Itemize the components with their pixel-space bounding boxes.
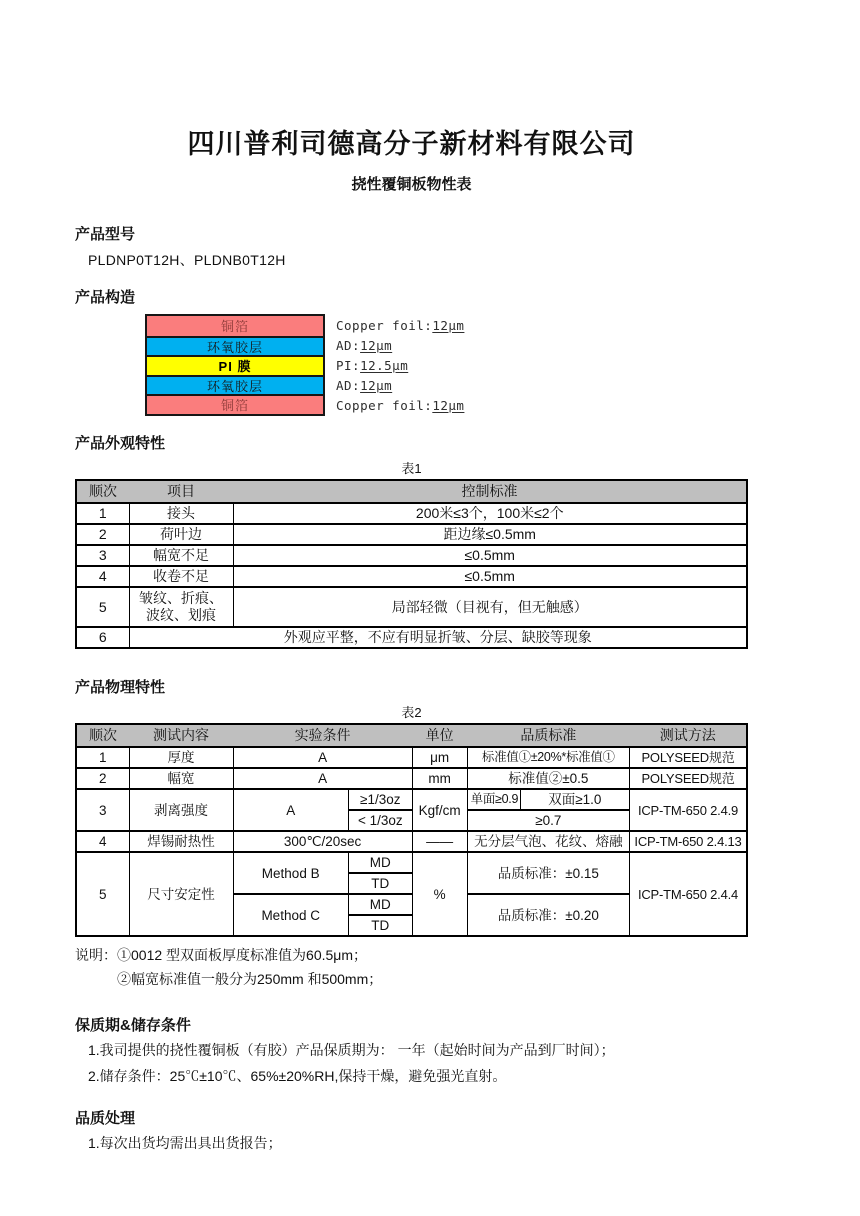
- cell-no: 6: [76, 627, 129, 648]
- cell-direction-md: MD: [348, 894, 412, 915]
- col-header-condition: 实验条件: [233, 724, 412, 747]
- table-row: [76, 852, 747, 873]
- cell-item: 收卷不足: [129, 566, 233, 587]
- col-header-method: 测试方法: [630, 724, 747, 747]
- section-appearance: [75, 434, 748, 649]
- col-header-standard: 控制标准: [233, 480, 747, 503]
- cell-method: POLYSEED规范: [630, 768, 747, 789]
- table-row: [76, 627, 747, 648]
- layer-stack: [145, 314, 325, 416]
- layer-copper-foil-top: 铜箔: [147, 316, 323, 336]
- cell-content: 尺寸安定性: [129, 852, 233, 936]
- cell-no: 4: [76, 566, 129, 587]
- layer-epoxy-adhesive-bottom: 环氧胶层: [147, 375, 323, 395]
- note-line-2: ②幅宽标准值一般分为250mm 和500mm；: [117, 971, 383, 987]
- cell-content: 剥离强度: [129, 789, 233, 831]
- heading-physical: 产品物理特性: [75, 679, 166, 696]
- cell-no: 3: [76, 789, 129, 831]
- note-adhesive-bottom: [336, 375, 464, 395]
- note-line-1: 说明：①0012 型双面板厚度标准值为60.5μm；: [75, 947, 368, 963]
- cell-standard-double: 双面≥1.0: [520, 789, 629, 810]
- table-header-row: [76, 724, 747, 747]
- note-label: Copper foil:: [336, 317, 433, 333]
- cell-direction-td: TD: [348, 915, 412, 936]
- table2-caption: 表2: [401, 705, 422, 720]
- cell-no: 1: [76, 747, 129, 768]
- cell-no: 5: [76, 587, 129, 627]
- cell-condition: A: [233, 789, 348, 831]
- note-value: 12.5μm: [360, 357, 409, 373]
- cell-standard: 标准值①±20%*标准值①: [467, 747, 629, 768]
- cell-method: ICP-TM-650 2.4.4: [630, 852, 747, 936]
- cell-standard: 距边缘≤0.5mm: [233, 524, 747, 545]
- cell-standard: 无分层气泡、花纹、熔融: [467, 831, 629, 852]
- cell-no: 3: [76, 545, 129, 566]
- heading-shelf-life: 保质期&储存条件: [75, 1017, 191, 1034]
- cell-unit: mm: [412, 768, 467, 789]
- cell-condition: A: [233, 747, 412, 768]
- shelf-item-1: 1.我司提供的挠性覆铜板（有胶）产品保质期为： 一年（起始时间为产品到厂时间）；: [88, 1042, 615, 1058]
- col-header-content: 测试内容: [129, 724, 233, 747]
- note-value: 12μm: [360, 337, 393, 353]
- heading-quality-handling: 品质处理: [75, 1110, 136, 1127]
- cell-no: 2: [76, 768, 129, 789]
- cell-item: 荷叶边: [129, 524, 233, 545]
- note-label: AD:: [336, 337, 361, 353]
- cell-condition: 300℃/20sec: [233, 831, 412, 852]
- section-product-model: [75, 225, 748, 271]
- layer-structure-diagram: [145, 314, 748, 416]
- heading-product-structure: 产品构造: [75, 289, 136, 306]
- col-header-item: 项目: [129, 480, 233, 503]
- cell-standard: 200米≤3个，100米≤2个: [233, 503, 747, 524]
- note-adhesive-top: [336, 335, 464, 355]
- cell-no: 1: [76, 503, 129, 524]
- cell-condition-sub: < 1/3oz: [348, 810, 412, 831]
- cell-standard-single: 单面≥0.9: [467, 789, 520, 810]
- cell-no: 2: [76, 524, 129, 545]
- heading-product-model: 产品型号: [75, 226, 136, 243]
- cell-unit: %: [412, 852, 467, 936]
- table-row: [76, 747, 747, 768]
- note-label: Copper foil:: [336, 397, 433, 413]
- table-row: [76, 524, 747, 545]
- cell-unit: ——: [412, 831, 467, 852]
- section-quality-handling: [75, 1109, 748, 1155]
- table1-caption: 表1: [401, 461, 422, 476]
- cell-content: 焊锡耐热性: [129, 831, 233, 852]
- section-physical: [75, 678, 748, 937]
- col-header-standard: 品质标准: [467, 724, 629, 747]
- table-header-row: [76, 480, 747, 503]
- layer-thickness-notes: [336, 314, 464, 416]
- heading-appearance: 产品外观特性: [75, 435, 166, 452]
- cell-condition-method-c: Method C: [233, 894, 348, 936]
- note-value: 12μm: [432, 317, 465, 333]
- table-row: [76, 566, 747, 587]
- cell-standard: 局部轻微（目视有，但无触感）: [233, 587, 747, 627]
- cell-condition-sub: ≥1/3oz: [348, 789, 412, 810]
- cell-no: 5: [76, 852, 129, 936]
- table-row: [76, 587, 747, 627]
- cell-method: POLYSEED规范: [630, 747, 747, 768]
- layer-pi-film: PI 膜: [147, 355, 323, 375]
- table2-notes: [75, 943, 748, 991]
- cell-standard-c: 品质标准：±0.20: [467, 894, 629, 936]
- cell-item: 幅宽不足: [129, 545, 233, 566]
- cell-no: 4: [76, 831, 129, 852]
- layer-epoxy-adhesive-top: 环氧胶层: [147, 336, 323, 356]
- cell-standard-merged: ≥0.7: [467, 810, 629, 831]
- col-header-no: 顺次: [76, 480, 129, 503]
- section-shelf-life: [75, 1016, 748, 1088]
- cell-standard-b: 品质标准：±0.15: [467, 852, 629, 894]
- note-label: AD:: [336, 377, 361, 393]
- note-copper-foil-bottom: [336, 395, 464, 415]
- cell-direction-md: MD: [348, 852, 412, 873]
- cell-item: 接头: [129, 503, 233, 524]
- note-value: 12μm: [360, 377, 393, 393]
- product-model-value: PLDNP0T12H、PLDNB0T12H: [88, 252, 286, 268]
- note-copper-foil-top: [336, 315, 464, 335]
- cell-unit: Kgf/cm: [412, 789, 467, 831]
- note-pi-film: [336, 355, 464, 375]
- cell-content: 幅宽: [129, 768, 233, 789]
- cell-method: ICP-TM-650 2.4.9: [630, 789, 747, 831]
- table-row: [76, 768, 747, 789]
- note-label: PI:: [336, 357, 361, 373]
- cell-condition-method-b: Method B: [233, 852, 348, 894]
- quality-item-1: 1.每次出货均需出具出货报告；: [88, 1135, 282, 1151]
- layer-copper-foil-bottom: 铜箔: [147, 394, 323, 414]
- page-subtitle: 挠性覆铜板物性表: [351, 176, 472, 193]
- cell-method: ICP-TM-650 2.4.13: [630, 831, 747, 852]
- appearance-table: [75, 479, 748, 649]
- col-header-no: 顺次: [76, 724, 129, 747]
- cell-item: 皱纹、折痕、波纹、划痕: [129, 587, 233, 627]
- cell-standard: 标准值②±0.5: [467, 768, 629, 789]
- cell-standard-merged: 外观应平整，不应有明显折皱、分层、缺胶等现象: [129, 627, 747, 648]
- physical-table: [75, 723, 748, 937]
- note-value: 12μm: [432, 397, 465, 413]
- col-header-unit: 单位: [412, 724, 467, 747]
- cell-standard: ≤0.5mm: [233, 566, 747, 587]
- table-row: [76, 831, 747, 852]
- cell-direction-td: TD: [348, 873, 412, 894]
- cell-unit: μm: [412, 747, 467, 768]
- cell-standard: ≤0.5mm: [233, 545, 747, 566]
- page-title: 四川普利司德高分子新材料有限公司: [187, 129, 636, 159]
- shelf-item-2: 2.储存条件：25℃±10℃、65%±20%RH,保持干燥，避免强光直射。: [88, 1068, 507, 1084]
- table-row: [76, 789, 747, 810]
- table-row: [76, 545, 747, 566]
- table-row: [76, 503, 747, 524]
- section-product-structure: [75, 288, 748, 416]
- cell-content: 厚度: [129, 747, 233, 768]
- cell-condition: A: [233, 768, 412, 789]
